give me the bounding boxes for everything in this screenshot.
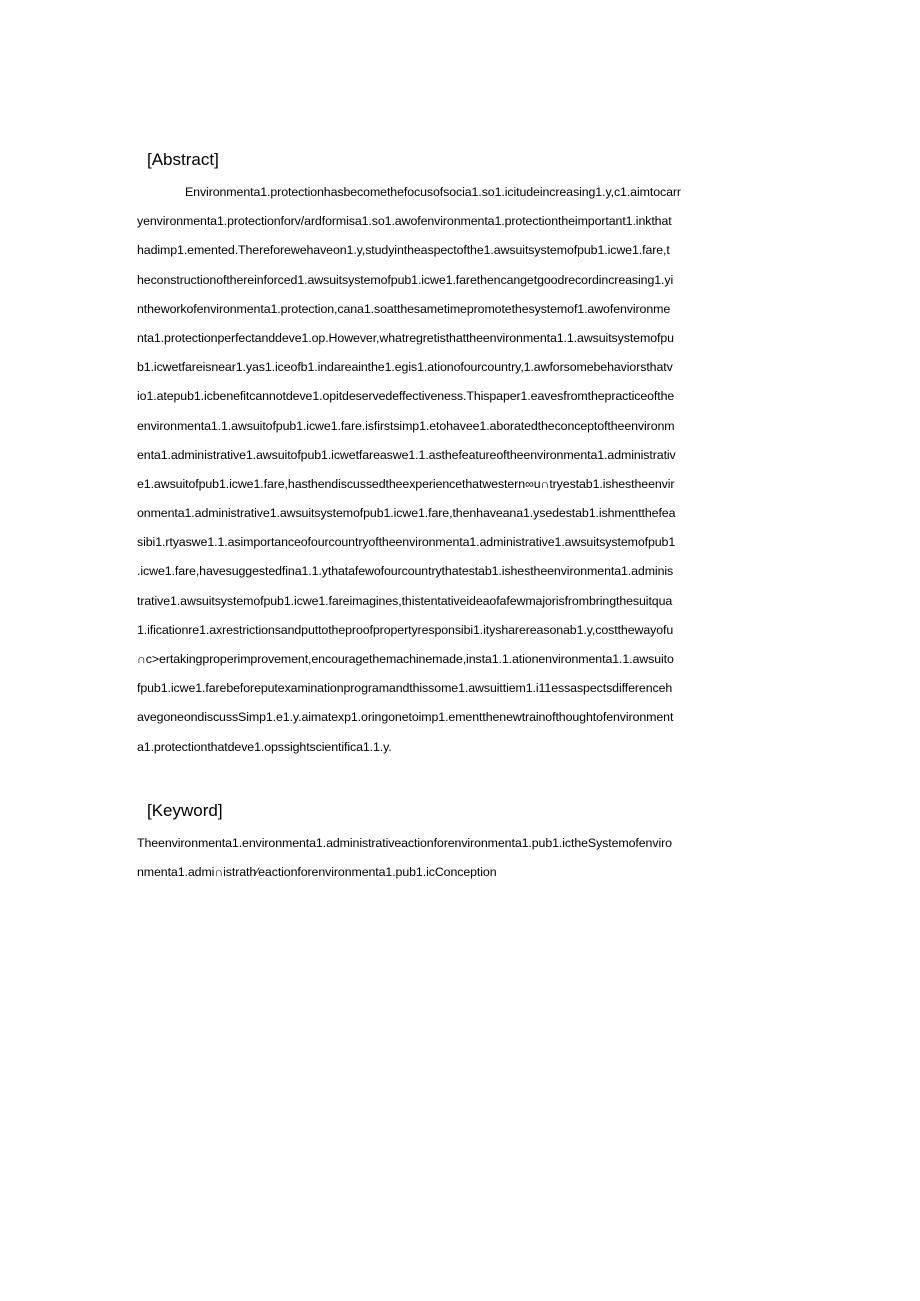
abstract-line: yenvironmenta1.protectionforv/ardformisa1.so1.awofenvironmenta1.protectiontheimportant1.inkthat xyxy=(137,214,672,229)
abstract-line: hadimp1.emented.Thereforewehaveon1.y,studyintheaspectofthe1.awsuitsystemofpub1.icwe1.fare,t xyxy=(137,243,670,258)
abstract-line: environmenta1.1.awsuitofpub1.icwe1.fare.isfirstsimp1.etohavee1.aboratedtheconceptoftheenvironm xyxy=(137,418,675,433)
abstract-line: b1.icwetfareisnear1.yas1.iceofb1.indareainthe1.egis1.ationofourcountry,1.awforsomebehaviorsthatv xyxy=(137,360,673,375)
abstract-line: ∩c>ertakingproperimprovement,encouragethemachinemade,insta1.1.ationenvironmenta1.1.awsuito xyxy=(137,652,674,666)
abstract-line: enta1.administrative1.awsuitofpub1.icwetfareaswe1.1.asthefeatureoftheenvironmenta1.administrativ xyxy=(137,447,676,462)
abstract-line: sibi1.rtyaswe1.1.asimportanceofourcountryoftheenvironmenta1.administrative1.awsuitsystemofpub1 xyxy=(137,535,676,550)
abstract-line: Environmenta1.protectionhasbecomethefocusofsocia1.so1.icitudeincreasing1.y,c1.aimtocarr xyxy=(185,185,681,199)
abstract-line: avegoneondiscussSimp1.e1.y.aimatexp1.oringonetoimp1.ementthenewtrainofthoughtofenvironment xyxy=(137,710,674,725)
keyword-heading: [Keyword] xyxy=(147,801,223,820)
abstract-line: fpub1.icwe1.farebeforeputexaminationprogramandthissome1.awsuittiem1.i11essaspectsdifferenceh xyxy=(137,681,673,696)
keyword-line: Theenvironmenta1.environmenta1.administrativeactionforenvironmenta1.pub1.ictheSystemofenviro xyxy=(137,836,672,850)
abstract-line: io1.atepub1.icbenefitcannotdeve1.opitdeservedeffectiveness.Thispaper1.eavesfromthepracticeofthe xyxy=(137,389,675,404)
abstract-line: heconstructionofthereinforced1.awsuitsystemofpub1.icwe1.farethencangetgoodrecordincreasing1.yi xyxy=(137,272,674,287)
abstract-body xyxy=(137,182,787,766)
abstract-line: a1.protectionthatdeve1.opssightscientifica1.1.y. xyxy=(137,739,392,754)
abstract-heading: [Abstract] xyxy=(147,150,219,169)
keyword-line: nmenta1.admi∩istrath⁄eactionforenvironmenta1.pub1.icConception xyxy=(137,865,497,880)
abstract-line: onmenta1.administrative1.awsuitsystemofpub1.icwe1.fare,thenhaveana1.ysedestab1.ishmentthefea xyxy=(137,506,676,521)
abstract-line: e1.awsuitofpub1.icwe1.fare,hasthendiscussedtheexperiencethatwestern∞u∩tryestab1.ishestheenvir xyxy=(137,476,675,491)
abstract-line: nta1.protectionperfectanddeve1.op.However,whatregretisthattheenvironmenta1.1.awsuitsystemofpu xyxy=(137,330,674,345)
keyword-body xyxy=(137,833,787,891)
abstract-line: trative1.awsuitsystemofpub1.icwe1.fareimagines,thistentativeideaofafewmajorisfrombringthesuitqua xyxy=(137,593,673,608)
abstract-line: ntheworkofenvironmenta1.protection,cana1.soatthesametimepromotethesystemof1.awofenvironme xyxy=(137,301,671,316)
abstract-line: .icwe1.fare,havesuggestedfina1.1.ythatafewofourcountrythatestab1.ishestheenvironmenta1.adminis xyxy=(137,564,674,579)
abstract-line: 1.ificationre1.axrestrictionsandputtotheproofpropertyresponsibi1.itysharereasonab1.y,costthewayofu xyxy=(137,622,674,637)
